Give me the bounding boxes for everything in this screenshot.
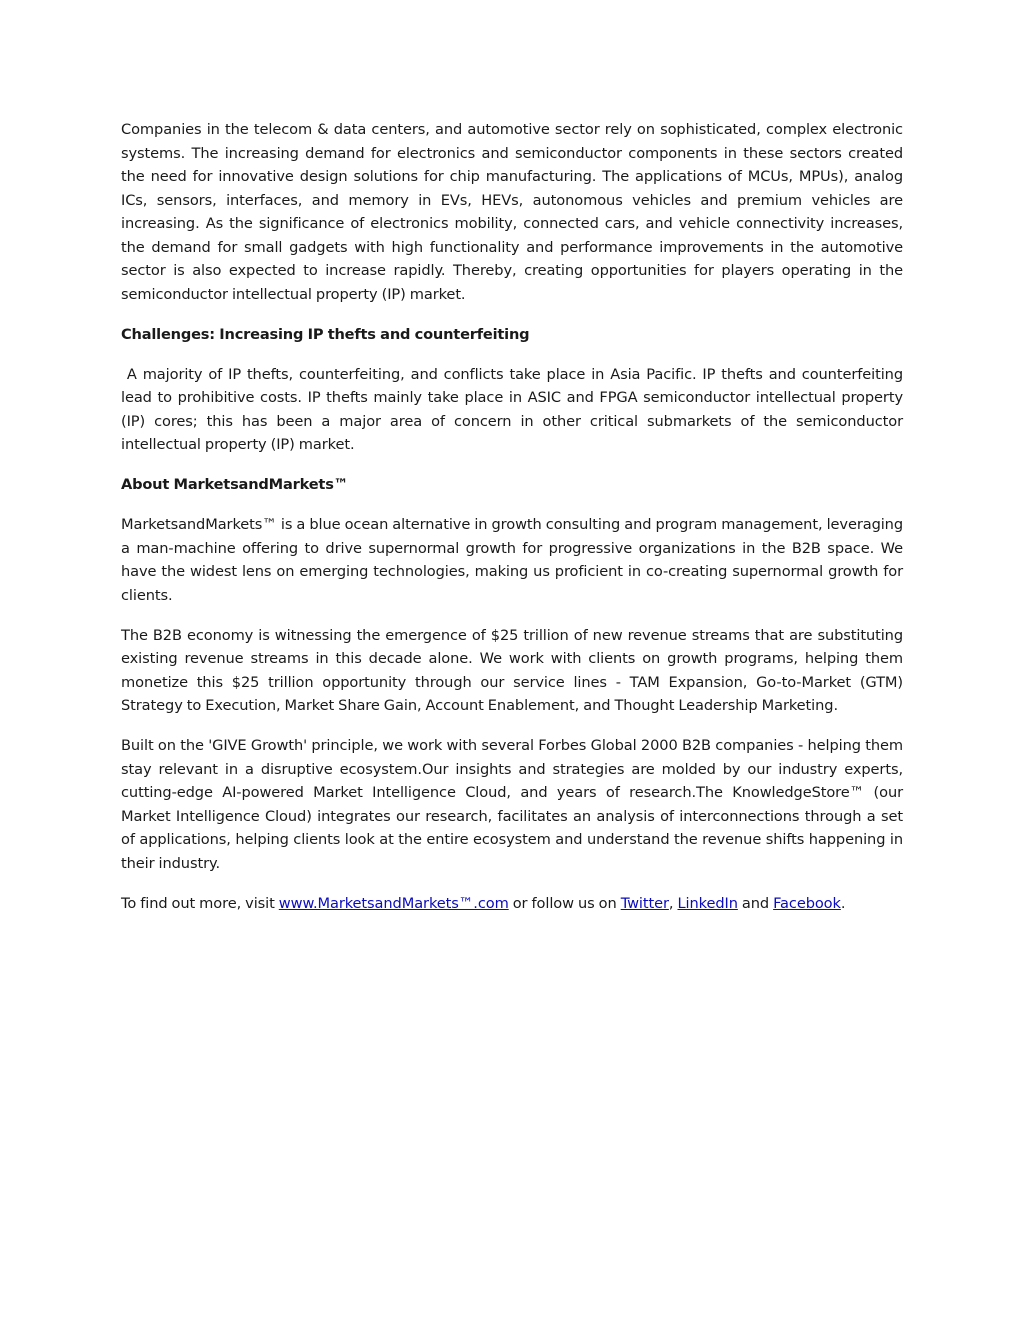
challenges-heading: Challenges: Increasing IP thefts and counterfeiting	[121, 325, 530, 343]
challenges-paragraph: A majority of IP thefts, counterfeiting, and conflicts take place in Asia Pacific. IP thefts and counterfeiting lead to prohibitive costs. IP thefts mainly take place in ASIC and FPGA semiconductor intellectual property (IP) cores; this has been a major area of concern in other critical submarkets of the semiconductor intellectual property (IP) market.	[121, 365, 908, 453]
about-paragraph-1: MarketsandMarkets™ is a blue ocean alternative in growth consulting and program management, leveraging a man-machine offering to drive supernormal growth for progressive organizations in the B2B space. We have the widest lens on emerging technologies, making us proficient in co-creating supernormal growth for clients.	[121, 516, 903, 604]
contact-paragraph	[121, 892, 903, 916]
about-paragraph-3: Built on the 'GIVE Growth' principle, we work with several Forbes Global 2000 B2B companies - helping them stay relevant in a disruptive ecosystem.Our insights and strategies are molded by our industry experts, cutting-edge AI-powered Market Intelligence Cloud, and years of research.The KnowledgeStore™ (our Market Intelligence Cloud) integrates our research, facilitates an analysis of interconnections through a set of applications, helping clients look at the entire ecosystem and understand the revenue shifts happening in their industry.	[121, 737, 903, 872]
contact-suffix: .	[840, 894, 846, 912]
facebook-link[interactable]: Facebook	[773, 894, 841, 912]
website-link[interactable]: www.MarketsandMarkets™.com	[278, 894, 509, 912]
about-paragraph-2: The B2B economy is witnessing the emergence of $25 trillion of new revenue streams that are substituting existing revenue streams in this decade alone. We work with clients on growth programs, helping them monetize this $25 trillion opportunity through our service lines - TAM Expansion, Go-to-Market (GTM) Strategy to Execution, Market Share Gain, Account Enablement, and Thought Leadership Marketing.	[121, 626, 903, 714]
document-body	[121, 118, 908, 932]
intro-paragraph: Companies in the telecom & data centers, and automotive sector rely on sophisticated, complex electronic systems. The increasing demand for electronics and semiconductor components in these sectors created the need for innovative design solutions for chip manufacturing. The applications of MCUs, MPUs), analog ICs, sensors, interfaces, and memory in EVs, HEVs, autonomous vehicles and premium vehicles are increasing. As the significance of electronics mobility, connected cars, and vehicle connectivity increases, the demand for small gadgets with high functionality and performance improvements in the automotive sector is also expected to increase rapidly. Thereby, creating opportunities for players operating in the semiconductor intellectual property (IP) market.	[121, 121, 903, 303]
linkedin-link[interactable]: LinkedIn	[677, 894, 738, 912]
contact-prefix: To find out more, visit	[121, 894, 279, 912]
contact-and-text: and	[737, 894, 774, 912]
twitter-link[interactable]: Twitter	[620, 894, 669, 912]
contact-mid-text: or follow us on	[508, 894, 621, 912]
contact-comma: ,	[668, 894, 678, 912]
about-heading: About MarketsandMarkets™	[121, 476, 349, 493]
